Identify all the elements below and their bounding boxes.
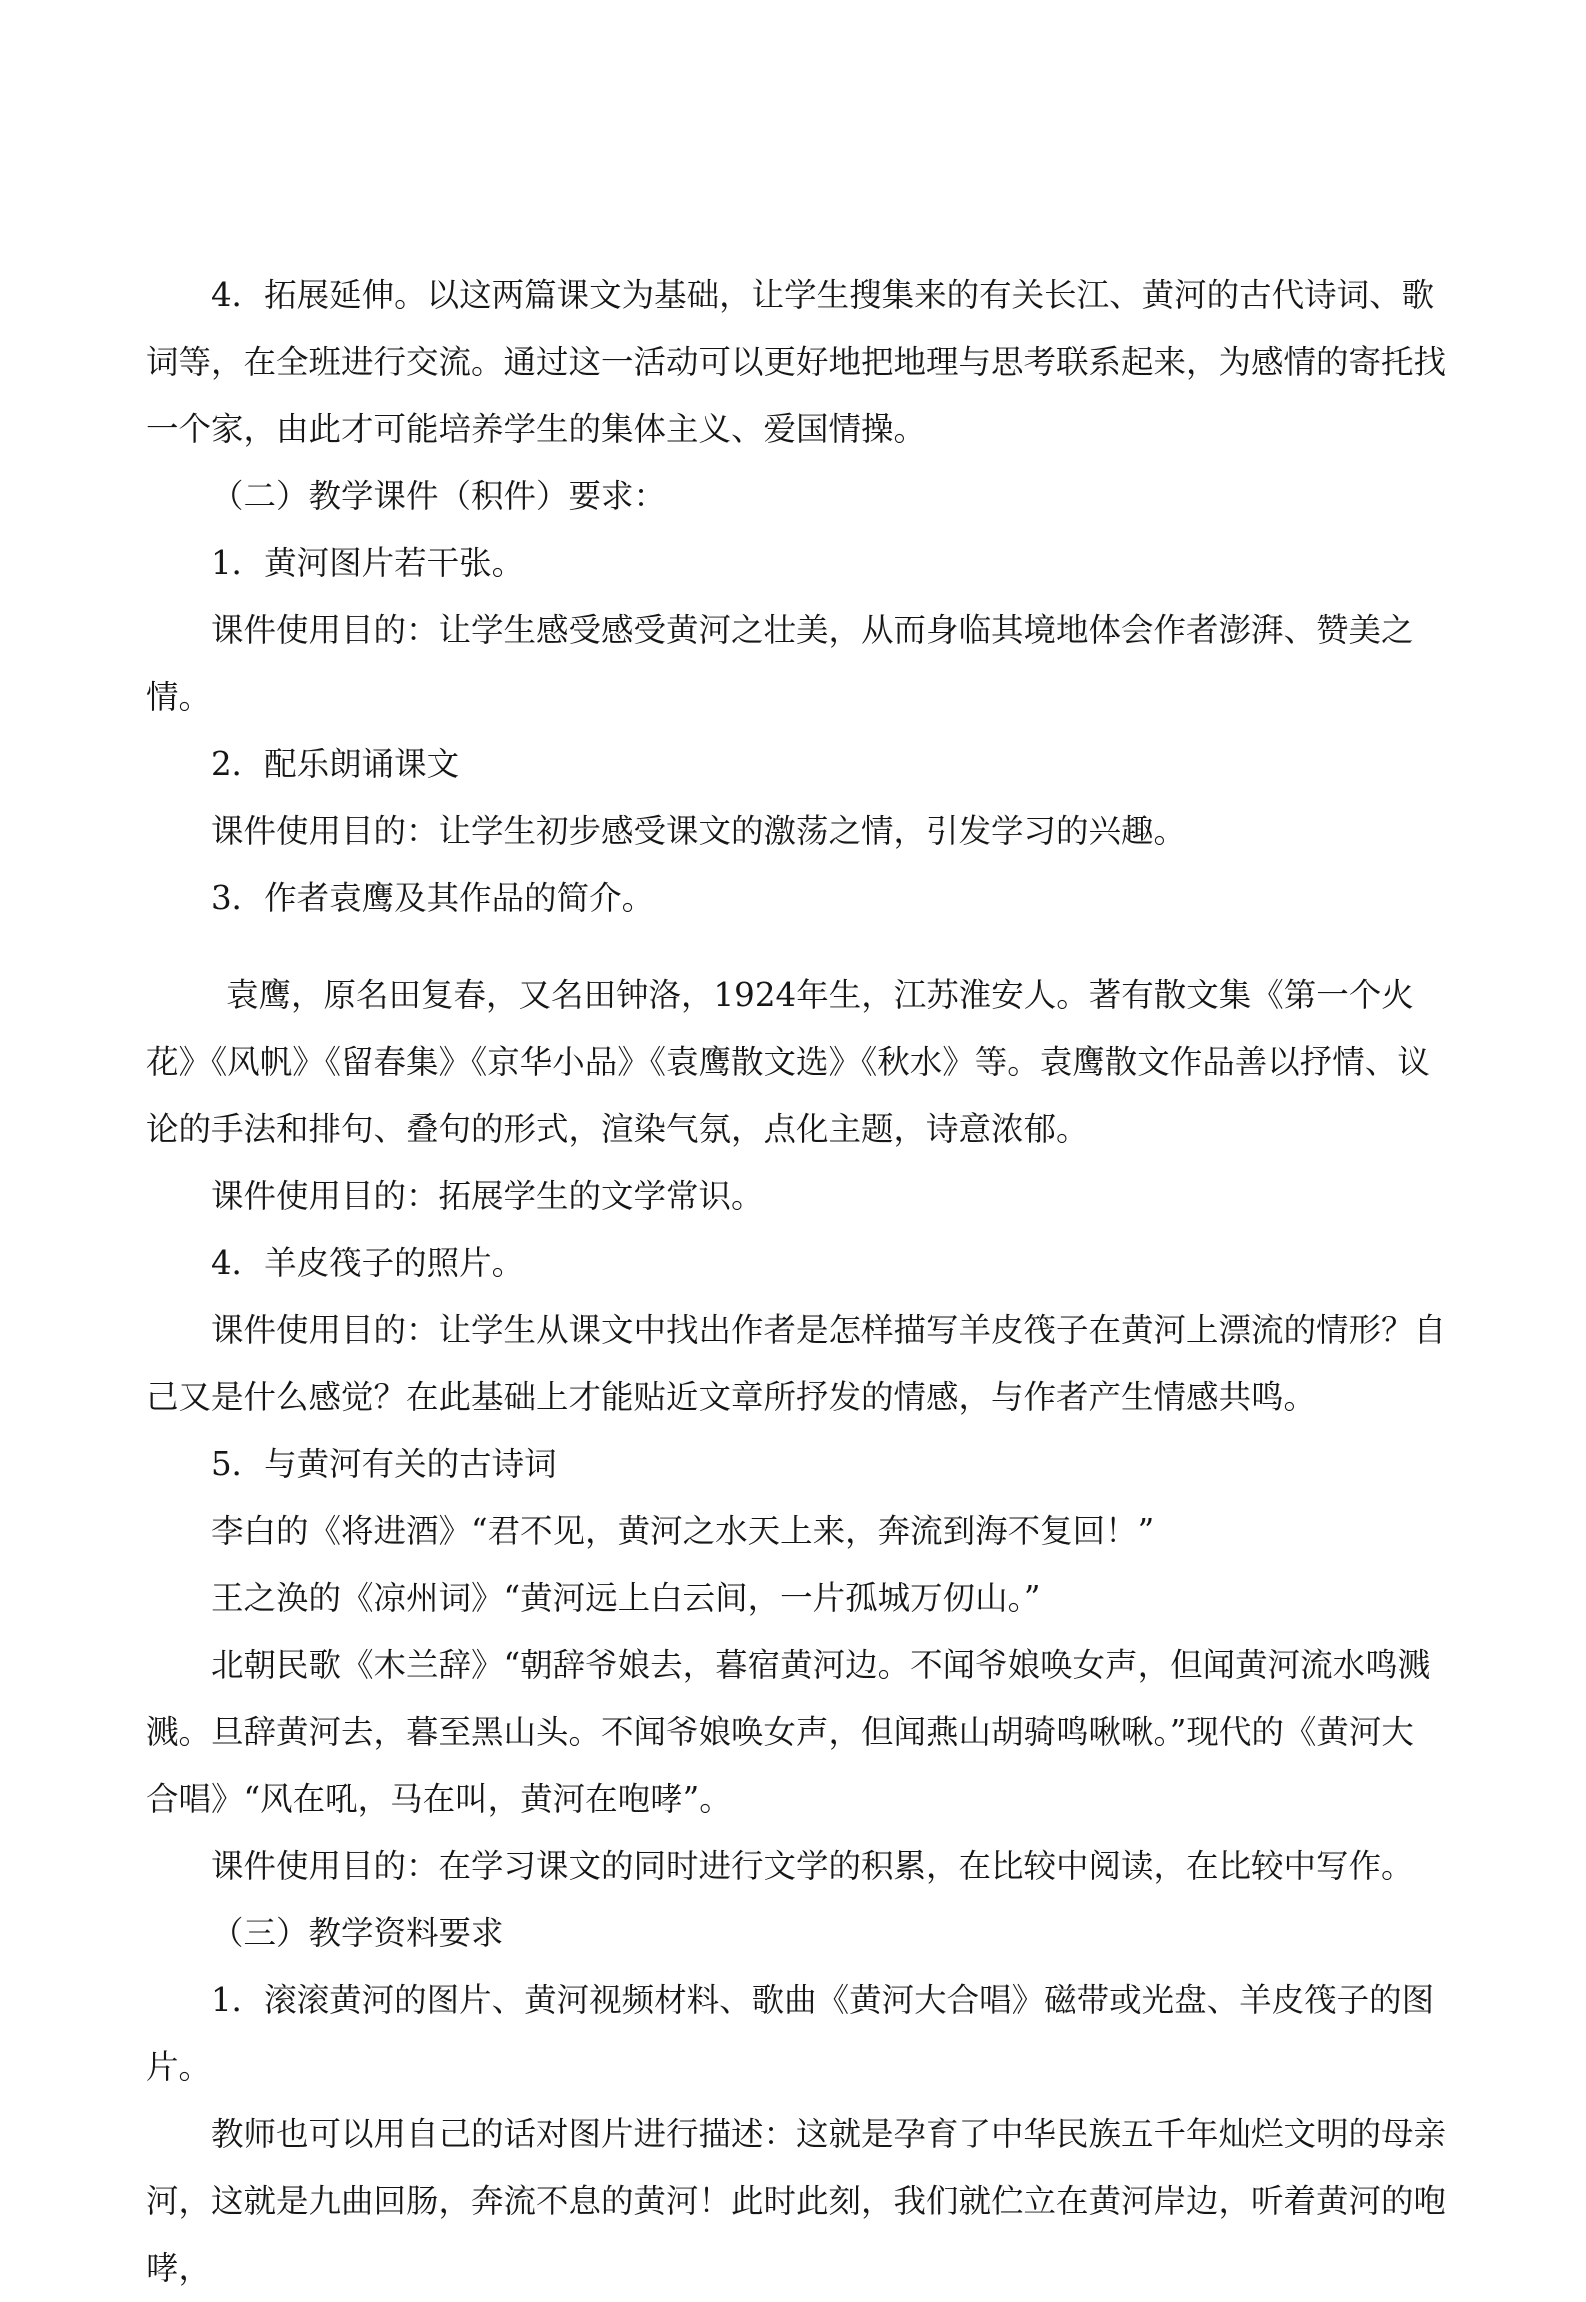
- poem-quote: 李白的《将进酒》“君不见，黄河之水天上来，奔流到海不复回！”: [211, 1512, 1155, 1550]
- list-item: 4．羊皮筏子的照片。: [211, 1244, 525, 1282]
- poem-quote: 王之涣的《凉州词》“黄河远上白云间，一片孤城万仞山。”: [211, 1579, 1041, 1617]
- paragraph-author-intro: 袁鹰，原名田复春，又名田钟洛，1924年生，江苏淮安人。著有散文集《第一个火花》《风帆》《留春集》《京华小品》《袁鹰散文选》《秋水》等。袁鹰散文作品善以抒情、议论的手法和排句、叠句的形式，渲染气氛，点化主题，诗意浓郁。: [146, 976, 1430, 1148]
- list-item: 3．作者袁鹰及其作品的简介。: [211, 879, 655, 917]
- paragraph-extension: 4．拓展延伸。以这两篇课文为基础，让学生搜集来的有关长江、黄河的古代诗词、歌词等，在全班进行交流。通过这一活动可以更好地把地理与思考联系起来，为感情的寄托找一个家，由此才可能培养学生的集体主义、爱国情操。: [146, 276, 1447, 448]
- section-heading-materials: （三）教学资料要求: [211, 1914, 504, 1952]
- paragraph-purpose: 课件使用目的：让学生感受感受黄河之壮美，从而身临其境地体会作者澎湃、赞美之情。: [146, 611, 1414, 716]
- paragraph-purpose: 课件使用目的：让学生从课文中找出作者是怎样描写羊皮筏子在黄河上漂流的情形？自己又是什么感觉？在此基础上才能贴近文章所抒发的情感，与作者产生情感共鸣。: [146, 1311, 1447, 1416]
- paragraph-purpose: 课件使用目的：让学生初步感受课文的激荡之情，引发学习的兴趣。: [211, 812, 1187, 850]
- document-page: [146, 262, 1446, 2302]
- section-heading-courseware: （二）教学课件（积件）要求：: [211, 477, 667, 515]
- list-item: 1．黄河图片若干张。: [211, 544, 525, 582]
- paragraph-purpose: 课件使用目的：在学习课文的同时进行文学的积累，在比较中阅读，在比较中写作。: [211, 1847, 1414, 1885]
- poem-quote: 北朝民歌《木兰辞》“朝辞爷娘去，暮宿黄河边。不闻爷娘唤女声，但闻黄河流水鸣溅溅。旦辞黄河去，暮至黑山头。不闻爷娘唤女声，但闻燕山胡骑鸣啾啾。”现代的《黄河大合唱》“风在吼，马在叫，黄河在咆哮”。: [146, 1646, 1431, 1818]
- list-item: 1．滚滚黄河的图片、黄河视频材料、歌曲《黄河大合唱》磁带或光盘、羊皮筏子的图片。: [146, 1981, 1435, 2086]
- list-item: 5．与黄河有关的古诗词: [211, 1445, 557, 1483]
- paragraph-purpose: 课件使用目的：拓展学生的文学常识。: [211, 1177, 764, 1215]
- list-item: 2．配乐朗诵课文: [211, 745, 460, 783]
- paragraph-description: 教师也可以用自己的话对图片进行描述：这就是孕育了中华民族五千年灿烂文明的母亲河，这就是九曲回肠，奔流不息的黄河！此时此刻，我们就伫立在黄河岸边，听着黄河的咆哮，: [146, 2115, 1447, 2287]
